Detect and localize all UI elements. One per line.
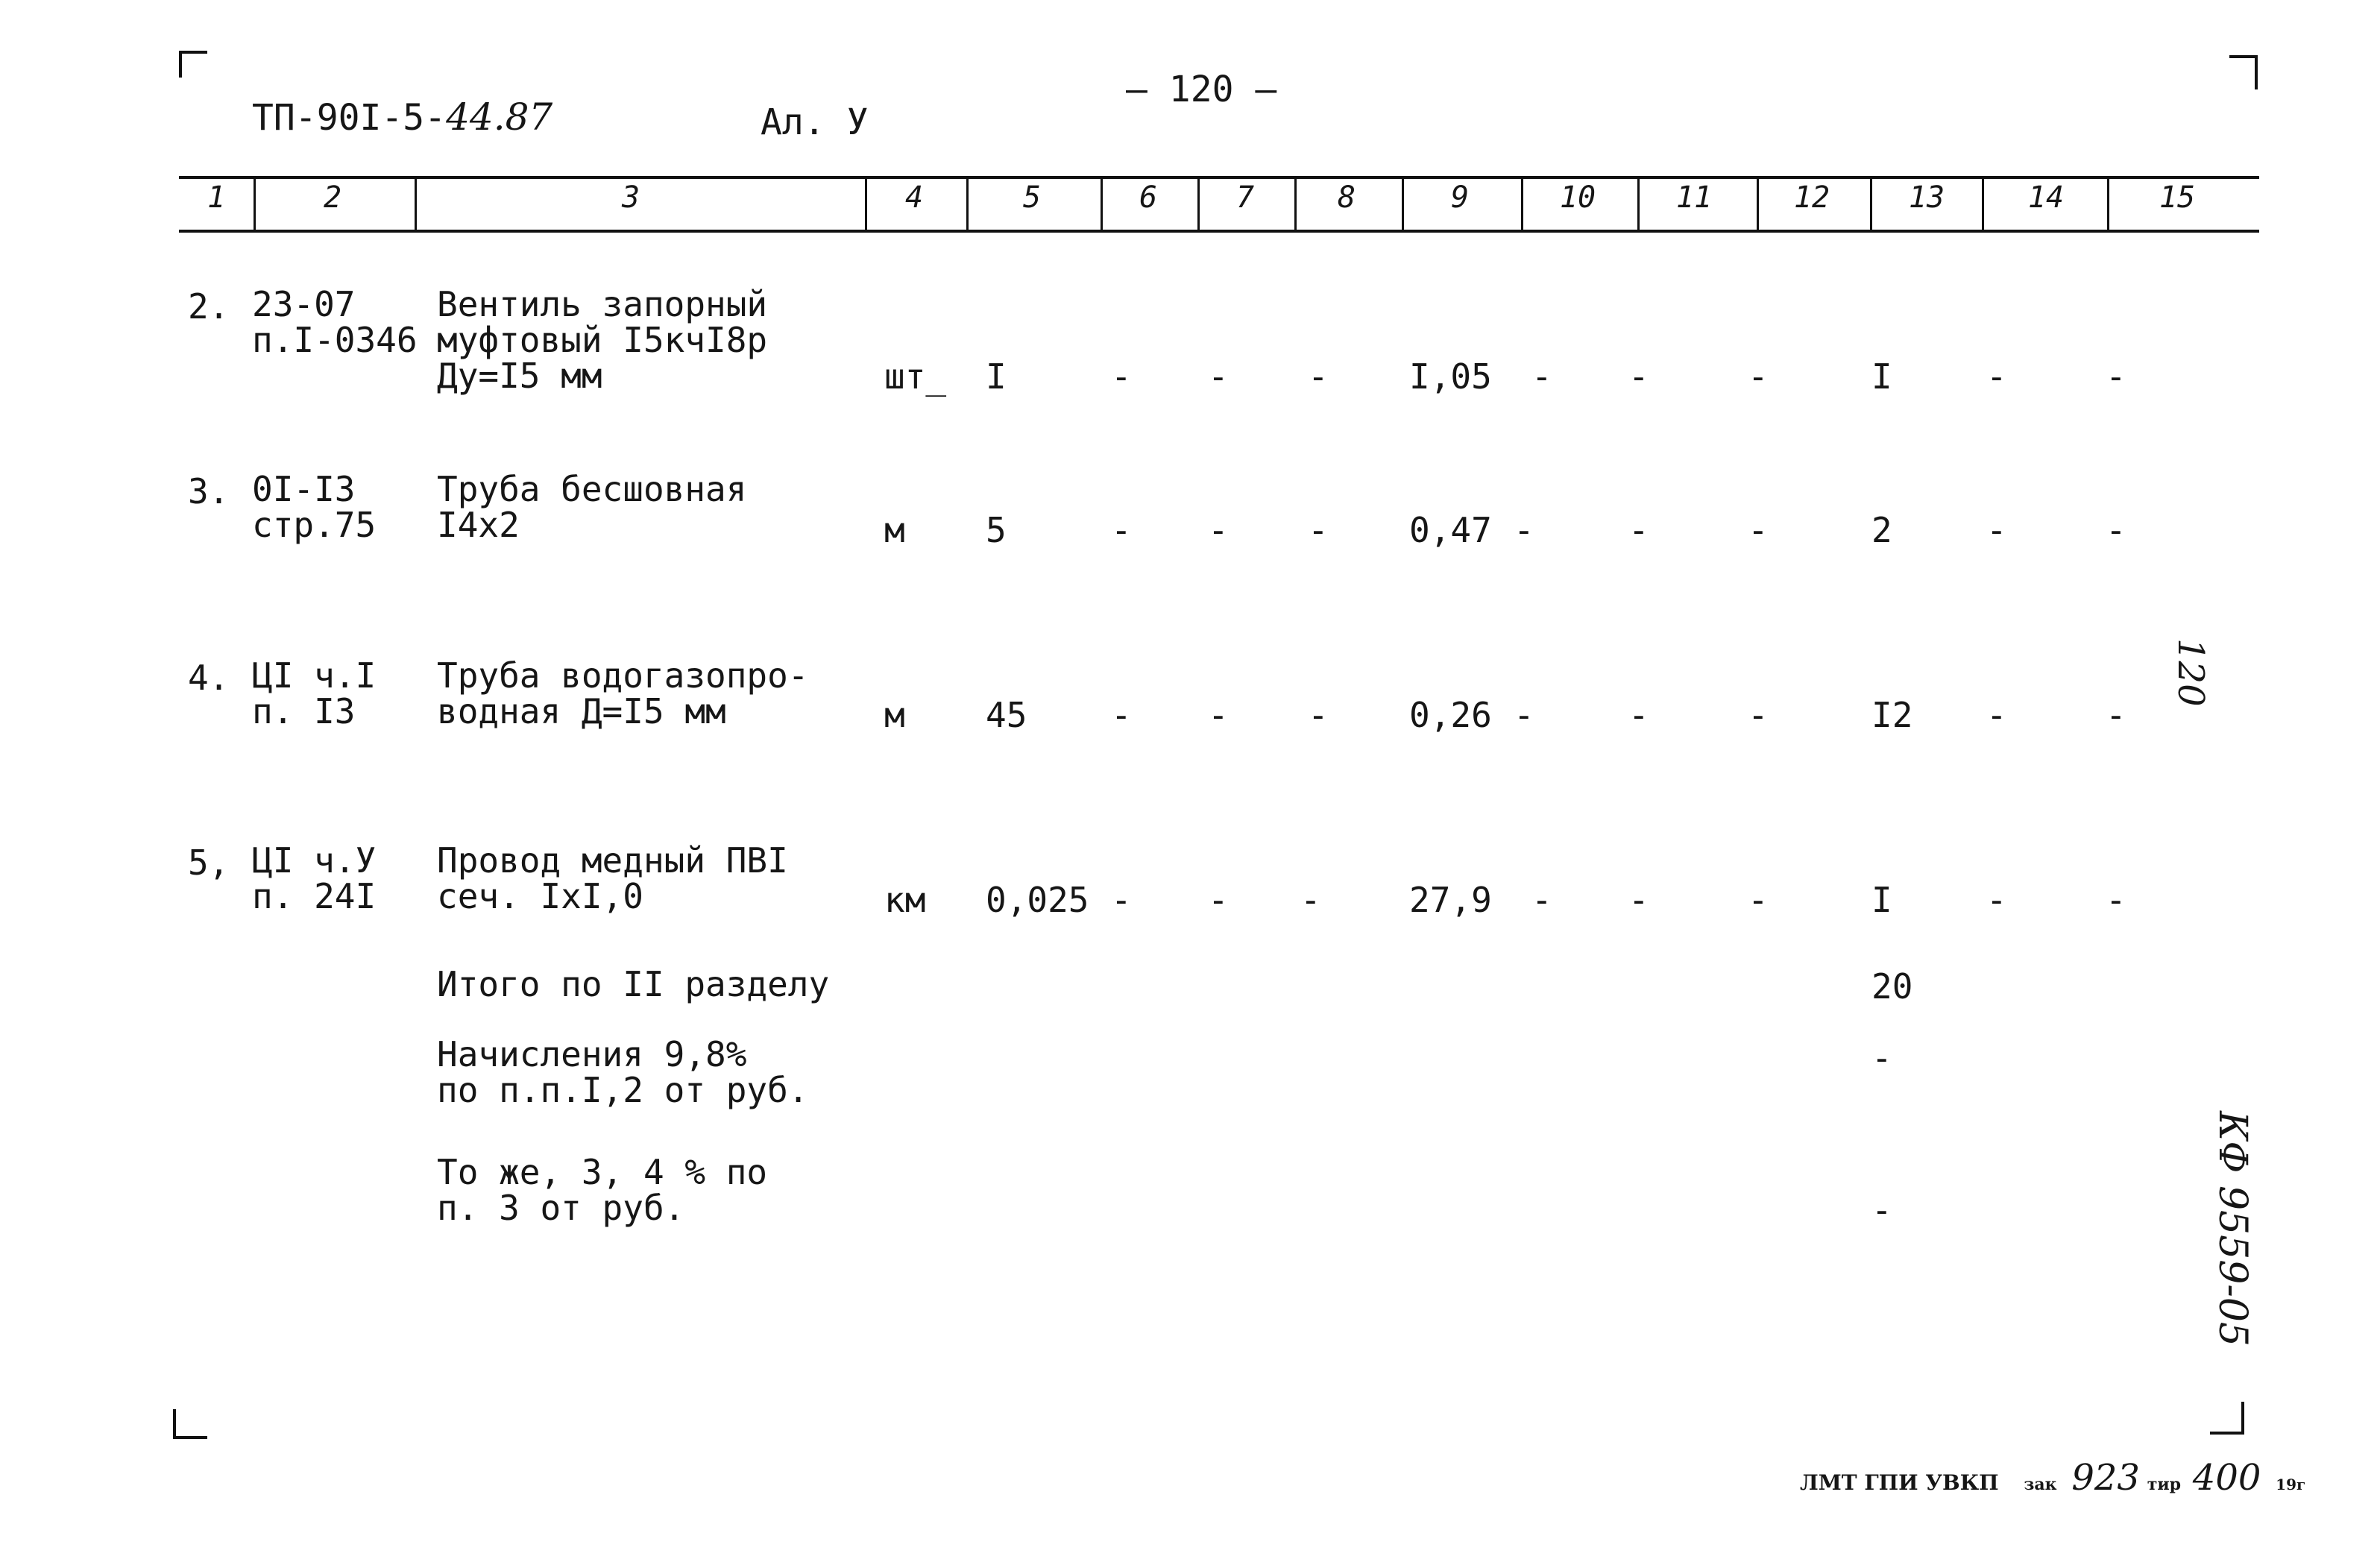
col-10-value: - [1514, 510, 1534, 550]
col-9-value: I,05 [1409, 356, 1492, 397]
reference-line: п.I-0346 [252, 320, 418, 360]
column-divider [966, 179, 969, 231]
column-divider [865, 179, 867, 231]
margin-archive-code: КФ 9559-05 [2210, 1111, 2255, 1347]
column-divider [1870, 179, 1872, 231]
column-number: 11 [1675, 180, 1713, 215]
col-15-value: - [2106, 880, 2126, 920]
col-12-value: - [1748, 356, 1769, 397]
summary-col-13-value: 20 [1871, 966, 1913, 1007]
print-stamp-org: ЛМТ ГПИ УВКП [1800, 1470, 1999, 1495]
unit: м [884, 510, 905, 550]
col-8-value: - [1308, 510, 1329, 550]
row-number: 5, [188, 843, 230, 883]
col-9-value: 0,26 [1409, 695, 1492, 735]
unit: м [884, 695, 905, 735]
col-13-value: I [1871, 880, 1892, 920]
page-number: — 120 — [1126, 69, 1277, 110]
col-13-value: I [1871, 356, 1892, 397]
col-6-value: - [1111, 695, 1132, 735]
item-name-line: Провод медный ПВI [437, 840, 788, 881]
summary-label [437, 1036, 809, 1108]
col-6-value: - [1111, 510, 1132, 550]
unit: шт_ [884, 356, 947, 397]
reference-line: стр.75 [252, 505, 377, 545]
reference-line: 0I-I3 [252, 469, 356, 509]
col-14-value: - [1986, 880, 2007, 920]
column-number: 2 [323, 180, 342, 215]
item-name-line: сеч. IхI,0 [437, 876, 643, 916]
col-8-value: - [1308, 695, 1329, 735]
column-number: 13 [1908, 180, 1945, 215]
corner-mark-bottom-left [173, 1409, 207, 1439]
column-number: 8 [1337, 180, 1356, 215]
corner-mark-top-right [2229, 55, 2258, 89]
order-label: зак [2024, 1475, 2057, 1494]
column-divider [1637, 179, 1640, 231]
column-divider [1521, 179, 1523, 231]
margin-page-number: 120 [2170, 638, 2211, 707]
col-8-value: - [1308, 356, 1329, 397]
col-10-value: - [1514, 695, 1534, 735]
col-7-value: - [1208, 510, 1229, 550]
col-11-value: - [1628, 356, 1649, 397]
reference [252, 840, 377, 916]
summary-label-line: Начисления 9,8% [437, 1034, 747, 1074]
reference-line: ЦI ч.I [252, 655, 377, 696]
reference [252, 471, 376, 543]
item-name [437, 840, 788, 916]
col-13-value: 2 [1871, 510, 1892, 550]
document-code-printed: ТП-90I-5- [252, 97, 447, 139]
column-number: 9 [1450, 180, 1470, 215]
col-14-value: - [1986, 510, 2007, 550]
summary-label-line: по п.п.I,2 от руб. [437, 1070, 809, 1110]
item-name [437, 286, 767, 394]
print-stamp [1800, 1457, 2305, 1499]
col-7-value: - [1208, 695, 1229, 735]
col-5-value: 5 [986, 510, 1007, 550]
col-10-value: - [1531, 356, 1552, 397]
row-number: 4. [188, 658, 230, 698]
summary-label-line: То же, 3, 4 % по [437, 1152, 768, 1192]
col-9-value: 0,47 [1409, 510, 1492, 550]
column-number: 4 [904, 180, 924, 215]
column-divider [1197, 179, 1200, 231]
column-divider [1402, 179, 1404, 231]
item-name-line: Труба бесшовная [437, 469, 747, 509]
col-5-value: 45 [986, 695, 1027, 735]
row-number: 2. [188, 286, 230, 327]
column-divider [1101, 179, 1103, 231]
item-name-line: муфтовый I5кчI8р [437, 320, 768, 360]
table-header-top-rule [179, 176, 2259, 179]
col-14-value: - [1986, 356, 2007, 397]
col-15-value: - [2106, 510, 2126, 550]
item-name [437, 471, 746, 543]
document-code [252, 95, 552, 139]
album-label: Ал. У [761, 101, 869, 143]
col-14-value: - [1986, 695, 2007, 735]
column-divider [254, 179, 256, 231]
column-number: 6 [1139, 180, 1158, 215]
column-divider [2107, 179, 2109, 231]
table-header-bottom-rule [179, 230, 2259, 233]
summary-label [437, 966, 829, 1002]
summary-col-13-value: - [1871, 1190, 1892, 1230]
summary-col-13-value: - [1871, 1038, 1892, 1078]
reference [252, 655, 377, 731]
column-number: 15 [2159, 180, 2196, 215]
column-divider [415, 179, 417, 231]
col-9-value: 27,9 [1409, 880, 1492, 920]
corner-mark-bottom-right [2210, 1402, 2244, 1435]
summary-label-line: Итого по II разделу [437, 964, 830, 1004]
summary-label [437, 1154, 767, 1226]
col-7-value: - [1208, 880, 1229, 920]
reference-line: ЦI ч.У [252, 840, 377, 881]
col-11-value: - [1628, 510, 1649, 550]
col-11-value: - [1628, 695, 1649, 735]
copies-number: 400 [2192, 1457, 2261, 1499]
unit: км [884, 880, 926, 920]
col-7-value: - [1208, 356, 1229, 397]
column-divider [1294, 179, 1297, 231]
col-11-value: - [1628, 880, 1649, 920]
column-number: 10 [1559, 180, 1596, 215]
col-6-value: - [1111, 880, 1132, 920]
summary-label-line: п. 3 от руб. [437, 1188, 685, 1228]
copies-label: тир [2147, 1475, 2182, 1494]
reference-line: п. 24I [252, 876, 377, 916]
col-6-value: - [1111, 356, 1132, 397]
column-number: 7 [1235, 180, 1255, 215]
item-name-line: водная Д=I5 мм [437, 691, 726, 731]
reference-line: 23-07 [252, 284, 356, 324]
item-name-line: Ду=I5 мм [437, 356, 602, 396]
col-12-value: - [1748, 880, 1769, 920]
reference-line: п. I3 [252, 691, 356, 731]
item-name-line: I4х2 [437, 505, 520, 545]
column-number: 5 [1022, 180, 1042, 215]
col-15-value: - [2106, 695, 2126, 735]
document-code-handwritten: 44.87 [446, 95, 553, 139]
column-number: 1 [207, 180, 226, 215]
column-number: 14 [2027, 180, 2065, 215]
col-8-value: - [1300, 880, 1321, 920]
col-10-value: - [1531, 880, 1552, 920]
order-number: 923 [2071, 1457, 2140, 1499]
col-13-value: I2 [1871, 695, 1913, 735]
corner-mark-top-left [179, 51, 207, 78]
item-name-line: Труба водогазопро- [437, 655, 809, 696]
column-number: 3 [621, 180, 640, 215]
column-divider [1982, 179, 1984, 231]
item-name [437, 655, 809, 731]
column-number: 12 [1793, 180, 1830, 215]
col-5-value: 0,025 [986, 880, 1089, 920]
col-15-value: - [2106, 356, 2126, 397]
column-divider [1757, 179, 1759, 231]
col-12-value: - [1748, 695, 1769, 735]
col-5-value: I [986, 356, 1007, 397]
reference [252, 286, 418, 358]
row-number: 3. [188, 471, 230, 511]
item-name-line: Вентиль запорный [437, 284, 768, 324]
year-suffix: 19г [2276, 1476, 2306, 1493]
col-12-value: - [1748, 510, 1769, 550]
